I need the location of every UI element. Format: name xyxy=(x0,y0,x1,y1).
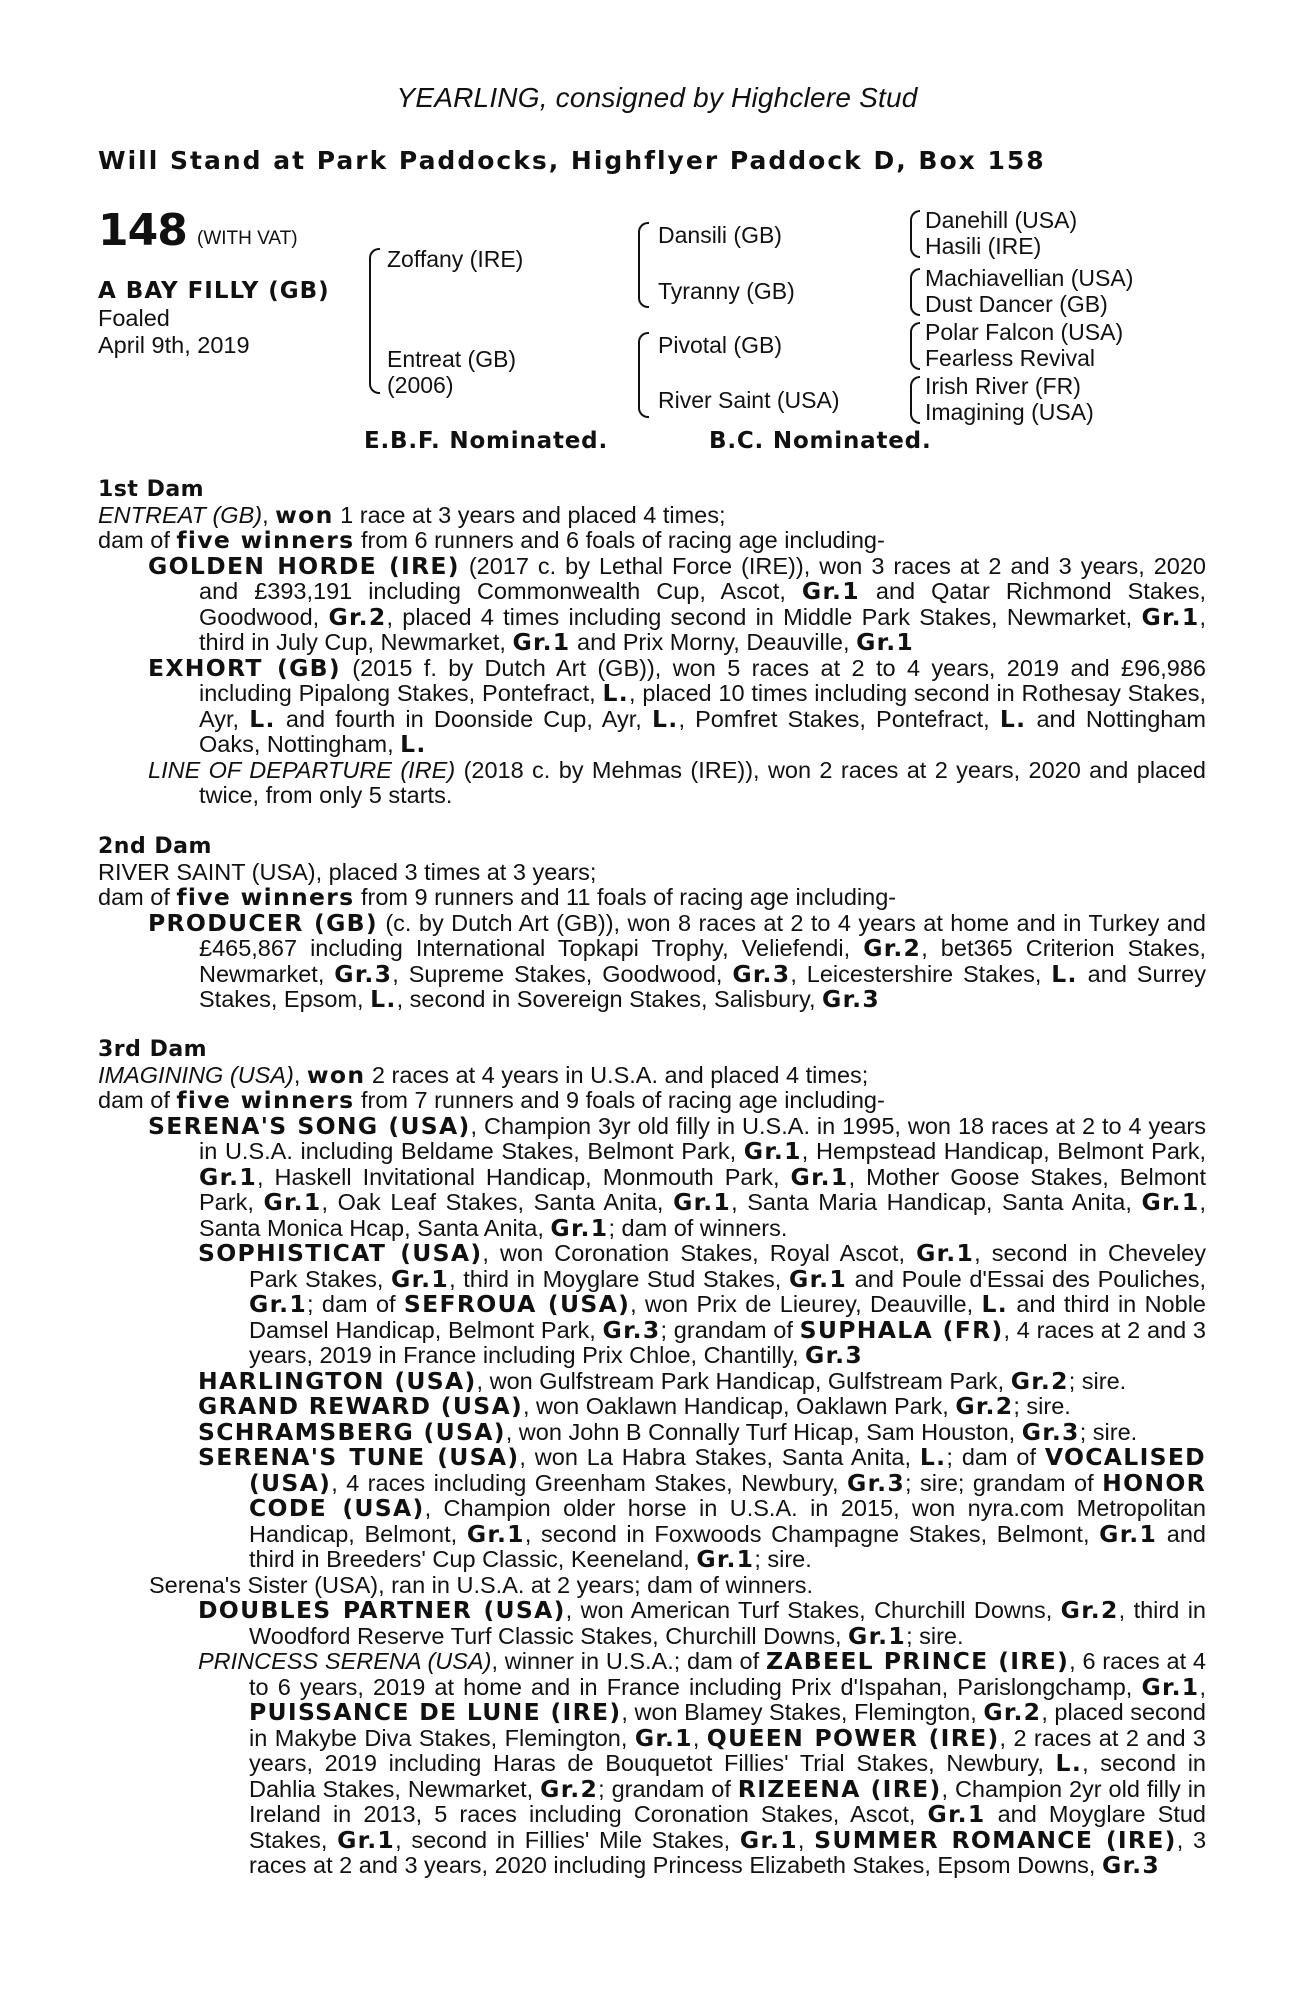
second-dam-section: 2nd Dam RIVER SAINT (USA), placed 3 times at 3 years; dam of five winners from 9 runners and 11 foals of racing age including- PRODUCER (GB) (c. by Dutch Art (GB)), won 8 races at 2 to 4 years at home and in Turkey and £465,867 including International Topkapi Trophy, Veliefendi, Gr.2, bet365 Criterion Stakes, Newmarket, Gr.3, Supreme Stakes, Goodwood, Gr.3, Leicestershire Stakes, L. and Surrey Stakes, Epsom, L., second in Sovereign Stakes, Salisbury, Gr.3 xyxy=(98,834,1207,1013)
section-title: 1st Dam xyxy=(98,477,205,502)
dam-sire: Pivotal (GB) xyxy=(658,332,782,358)
progeny-name: EXHORT (GB) xyxy=(148,653,341,682)
progeny-name: GRAND REWARD (USA) xyxy=(198,1392,523,1420)
progeny-name: SERENA'S TUNE (USA) xyxy=(198,1443,520,1471)
progeny-entry: PRODUCER (GB) (c. by Dutch Art (GB)), won 8 races at 2 to 4 years at home and in Turkey and £465,867 including International Topkapi Trophy, Veliefendi, Gr.2, bet365 Criterion Stakes, Newmarket, Gr.3, Supreme Stakes, Goodwood, Gr.3, Leicestershire Stakes, L. and Surrey Stakes, Epsom, L., second in Sovereign Stakes, Salisbury, Gr.3 xyxy=(148,908,1207,1013)
progeny-entry: EXHORT (GB) (2015 f. by Dutch Art (GB)), won 5 races at 2 to 4 years, 2019 and £96,986 including Pipalong Stakes, Pontefract, L., placed 10 times including second in Rothesay Stakes, Ayr, L. and fourth in Doonside Cup, Ayr, L., Pomfret Stakes, Pontefract, L. and Nottingham Oaks, Nottingham, L. xyxy=(148,653,1207,758)
gen3-4: Dust Dancer (GB) xyxy=(925,291,1108,317)
gen3-5: Polar Falcon (USA) xyxy=(925,319,1124,345)
progeny-entry: Serena's Sister (USA), ran in U.S.A. at 2 years; dam of winners. xyxy=(149,1571,814,1598)
g-brace-1 xyxy=(910,210,920,258)
progeny-name: PRODUCER (GB) xyxy=(148,908,378,937)
dam-name: IMAGINING (USA) xyxy=(98,1061,294,1088)
foaled-date: April 9th, 2019 xyxy=(98,332,250,358)
section-title: 3rd Dam xyxy=(98,1037,208,1062)
sire-line-brace xyxy=(638,222,649,308)
g-brace-3 xyxy=(910,322,920,370)
progeny-entry: PRINCESS SERENA (USA), winner in U.S.A.; dam of ZABEEL PRINCE (IRE), 6 races at 4 to 6 years, 2019 at home and in France including Prix d'Ispahan, Parislongchamp, Gr.1, PUISSANCE DE LUNE (IRE), won Blamey Stakes, Flemington, Gr.2, placed second in Makybe Diva Stakes, Flemington, Gr.1, QUEEN POWER (IRE), 2 races at 2 and 3 years, 2019 including Haras de Bouquetot Fillies' Trial Stakes, Newbury, L., second in Dahlia Stakes, Newmarket, Gr.2; grandam of RIZEENA (IRE), Champion 2yr old filly in Ireland in 2013, 5 races including Coronation Stakes, Ascot, Gr.1 and Moyglare Stud Stakes, Gr.1, second in Fillies' Mile Stakes, Gr.1, SUMMER ROMANCE (IRE), 3 races at 2 and 3 years, 2020 including Princess Elizabeth Stakes, Epsom Downs, Gr.3 xyxy=(198,1647,1207,1879)
gen3-2: Hasili (IRE) xyxy=(925,233,1042,259)
dam-year: (2006) xyxy=(387,372,454,398)
progeny-entry: LINE OF DEPARTURE (IRE) (2018 c. by Mehmas (IRE)), won 2 races at 2 years, 2020 and placed twice, from only 5 starts. xyxy=(148,756,1206,808)
catalogue-heading: YEARLING, consigned by Highclere Stud xyxy=(396,82,918,113)
sire-dam-brace xyxy=(369,248,380,394)
progeny-entry: SERENA'S SONG (USA), Champion 3yr old filly in U.S.A. in 1995, won 18 races at 2 to 4 years in U.S.A. including Beldame Stakes, Belmont Park, Gr.1, Hempstead Handicap, Belmont Park, Gr.1, Haskell Invitational Handicap, Monmouth Park, Gr.1, Mother Goose Stakes, Belmont Park, Gr.1, Oak Leaf Stakes, Santa Anita, Gr.1, Santa Maria Handicap, Santa Anita, Gr.1, Santa Monica Hcap, Santa Anita, Gr.1; dam of winners. xyxy=(148,1111,1207,1242)
gen3-7: Irish River (FR) xyxy=(925,373,1081,399)
progeny-entry: SOPHISTICAT (USA), won Coronation Stakes, Royal Ascot, Gr.1, second in Cheveley Park Stakes, Gr.1, third in Moyglare Stud Stakes, Gr.1 and Poule d'Essai des Pouliches, Gr.1; dam of SEFROUA (USA), won Prix de Lieurey, Deauville, L. and third in Noble Damsel Handicap, Belmont Park, Gr.3; grandam of SUPHALA (FR), 4 races at 2 and 3 years, 2019 in France including Prix Chloe, Chantilly, Gr.3 xyxy=(198,1239,1207,1369)
sire: Zoffany (IRE) xyxy=(387,246,524,272)
gen3-1: Danehill (USA) xyxy=(925,207,1078,233)
progeny-name: LINE OF DEPARTURE (IRE) xyxy=(148,756,456,783)
gen3-3: Machiavellian (USA) xyxy=(925,265,1134,291)
vat-label: (WITH VAT) xyxy=(197,228,298,249)
foaled-label: Foaled xyxy=(98,305,170,331)
lot-number: 148 xyxy=(98,205,187,256)
progeny-name: HARLINGTON (USA) xyxy=(198,1366,477,1395)
dam-name: ENTREAT (GB) xyxy=(98,501,263,528)
ebf-nominated: E.B.F. Nominated. xyxy=(364,428,608,454)
dam-dam: River Saint (USA) xyxy=(658,387,840,413)
progeny-name: DOUBLES PARTNER (USA) xyxy=(198,1596,566,1624)
section-title: 2nd Dam xyxy=(98,834,212,859)
bc-nominated: B.C. Nominated. xyxy=(709,428,932,454)
gen3-8: Imagining (USA) xyxy=(925,399,1094,425)
gen3-6: Fearless Revival xyxy=(925,345,1095,371)
progeny-name: PRINCESS SERENA (USA) xyxy=(198,1648,492,1674)
venue-line: Will Stand at Park Paddocks, Highflyer Paddock D, Box 158 xyxy=(98,146,1046,175)
g-brace-4 xyxy=(910,376,920,424)
lot-name: A BAY FILLY (GB) xyxy=(98,278,330,304)
third-dam-section: 3rd Dam IMAGINING (USA), won 2 races at 4 years in U.S.A. and placed 4 times; dam of five winners from 7 runners and 9 foals of racing age including- SERENA'S SONG (USA), Champion 3yr old filly in U.S.A. in 1995, won 18 races at 2 to 4 years in U.S.A. including Beldame Stakes, Belmont Park, Gr.1, Hempstead Handicap, Belmont Park, Gr.1, Haskell Invitational Handicap, Monmouth Park, Gr.1, Mother Goose Stakes, Belmont Park, Gr.1, Oak Leaf Stakes, Santa Anita, Gr.1, Santa Maria Handicap, Santa Anita, Gr.1, Santa Monica Hcap, Santa Anita, Gr.1; dam of winners. SOPHISTICAT (USA), won Coronation Stakes, Royal Ascot, Gr.1, second in Cheveley Park Stakes, Gr.1, third in Moyglare Stud Stakes, Gr.1 and Poule d'Essai des Pouliches, Gr.1; dam of SEFROUA (USA), won Prix de Lieurey, Deauville, L. and third in Noble Damsel Handicap, Belmont Park, Gr.3; grandam of SUPHALA (FR), 4 races at 2 and 3 years, 2019 in France including Prix Chloe, Chantilly, Gr.3 HARLINGTON (USA), won Gulfstream Park Handicap, Gulfstream Park, Gr.2; sire. GRAND REWARD (USA), won Oaklawn Handicap, Oaklawn Park, Gr.2; sire. SCHRAMSBERG (USA), won John B Connally Turf Hicap, Sam Houston, Gr.3; sire. SERENA'S TUNE (USA), won La Habra Stakes, Santa Anita, L.; dam of VOCALISED (USA), 4 races including Greenham Stakes, Newbury, Gr.3; sire; grandam of HONOR CODE (USA), Champion older horse in U.S.A. in 2015, won nyra.com Metropolitan Handicap, Belmont, Gr.1, second in Foxwoods Champagne Stakes, Belmont, Gr.1 and third in Breeders' Cup Classic, Keeneland, Gr.1; sire. Serena's Sister (USA), ran in U.S.A. at 2 years; dam of winners. DOUBLES PARTNER (USA), won American Turf Stakes, Churchill Downs, Gr.2, third in Woodford Reserve Turf Classic Stakes, Churchill Downs, Gr.1; sire. PRINCESS SERENA (USA), winner in U.S.A.; dam of ZABEEL PRINCE (IRE), 6 races at 4 to 6 years, 2019 at home and in France including Prix d'Ispahan, Parislongchamp, Gr.1, PUISSANCE DE LUNE (IRE), won Blamey Stakes, Flemington, Gr.2, placed second in Makybe Diva Stakes, Flemington, Gr.1, QUEEN POWER (IRE), 2 races at 2 and 3 years, 2019 including Haras de Bouquetot Fillies' Trial Stakes, Newbury, L., second in Dahlia Stakes, Newmarket, Gr.2; grandam of RIZEENA (IRE), Champion 2yr old filly in Ireland in 2013, 5 races including Coronation Stakes, Ascot, Gr.1 and Moyglare Stud Stakes, Gr.1, second in Fillies' Mile Stakes, Gr.1, SUMMER ROMANCE (IRE), 3 races at 2 and 3 years, 2020 including Princess Elizabeth Stakes, Epsom Downs, Gr.3 xyxy=(98,1037,1207,1879)
sire-sire: Dansili (GB) xyxy=(658,222,782,248)
g-brace-2 xyxy=(910,268,920,316)
progeny-name: SCHRAMSBERG (USA) xyxy=(198,1417,506,1446)
progeny-entry: SCHRAMSBERG (USA), won John B Connally Turf Hicap, Sam Houston, Gr.3; sire. xyxy=(198,1417,1138,1446)
progeny-name: SOPHISTICAT (USA) xyxy=(198,1239,483,1267)
progeny-entry: DOUBLES PARTNER (USA), won American Turf Stakes, Churchill Downs, Gr.2, third in Woodford Reserve Turf Classic Stakes, Churchill Downs, Gr.1; sire. xyxy=(198,1596,1206,1650)
progeny-entry: GRAND REWARD (USA), won Oaklawn Handicap, Oaklawn Park, Gr.2; sire. xyxy=(198,1392,1071,1420)
dam: Entreat (GB) xyxy=(387,346,517,372)
sire-dam: Tyranny (GB) xyxy=(658,278,795,304)
dam-line-brace xyxy=(638,332,649,418)
progeny-entry: GOLDEN HORDE (IRE) (2017 c. by Lethal Force (IRE)), won 3 races at 2 and 3 years, 2020 and £393,191 including Commonwealth Cup, Ascot, Gr.1 and Qatar Richmond Stakes, Goodwood, Gr.2, placed 4 times including second in Middle Park Stakes, Newmarket, Gr.1, third in July Cup, Newmarket, Gr.1 and Prix Morny, Deauville, Gr.1 xyxy=(148,551,1207,656)
progeny-name: GOLDEN HORDE (IRE) xyxy=(148,551,460,580)
first-dam-section: 1st Dam ENTREAT (GB), won 1 race at 3 years and placed 4 times; dam of five winners from 6 runners and 6 foals of racing age including- GOLDEN HORDE (IRE) (2017 c. by Lethal Force (IRE)), won 3 races at 2 and 3 years, 2020 and £393,191 including Commonwealth Cup, Ascot, Gr.1 and Qatar Richmond Stakes, Goodwood, Gr.2, placed 4 times including second in Middle Park Stakes, Newmarket, Gr.1, third in July Cup, Newmarket, Gr.1 and Prix Morny, Deauville, Gr.1 EXHORT (GB) (2015 f. by Dutch Art (GB)), won 5 races at 2 to 4 years, 2019 and £96,986 including Pipalong Stakes, Pontefract, L., placed 10 times including second in Rothesay Stakes, Ayr, L. and fourth in Doonside Cup, Ayr, L., Pomfret Stakes, Pontefract, L. and Nottingham Oaks, Nottingham, L. LINE OF DEPARTURE (IRE) (2018 c. by Mehmas (IRE)), won 2 races at 2 years, 2020 and placed twice, from only 5 starts. xyxy=(98,477,1207,808)
dam-record: RIVER SAINT (USA), placed 3 times at 3 years; xyxy=(98,858,597,885)
progeny-entry: HARLINGTON (USA), won Gulfstream Park Handicap, Gulfstream Park, Gr.2; sire. xyxy=(198,1366,1127,1395)
progeny-name: SERENA'S SONG (USA) xyxy=(148,1111,471,1140)
progeny-entry: SERENA'S TUNE (USA), won La Habra Stakes, Santa Anita, L.; dam of VOCALISED (USA), 4 races including Greenham Stakes, Newbury, Gr.3; sire; grandam of HONOR CODE (USA), Champion older horse in U.S.A. in 2015, won nyra.com Metropolitan Handicap, Belmont, Gr.1, second in Foxwoods Champagne Stakes, Belmont, Gr.1 and third in Breeders' Cup Classic, Keeneland, Gr.1; sire. xyxy=(198,1443,1207,1573)
